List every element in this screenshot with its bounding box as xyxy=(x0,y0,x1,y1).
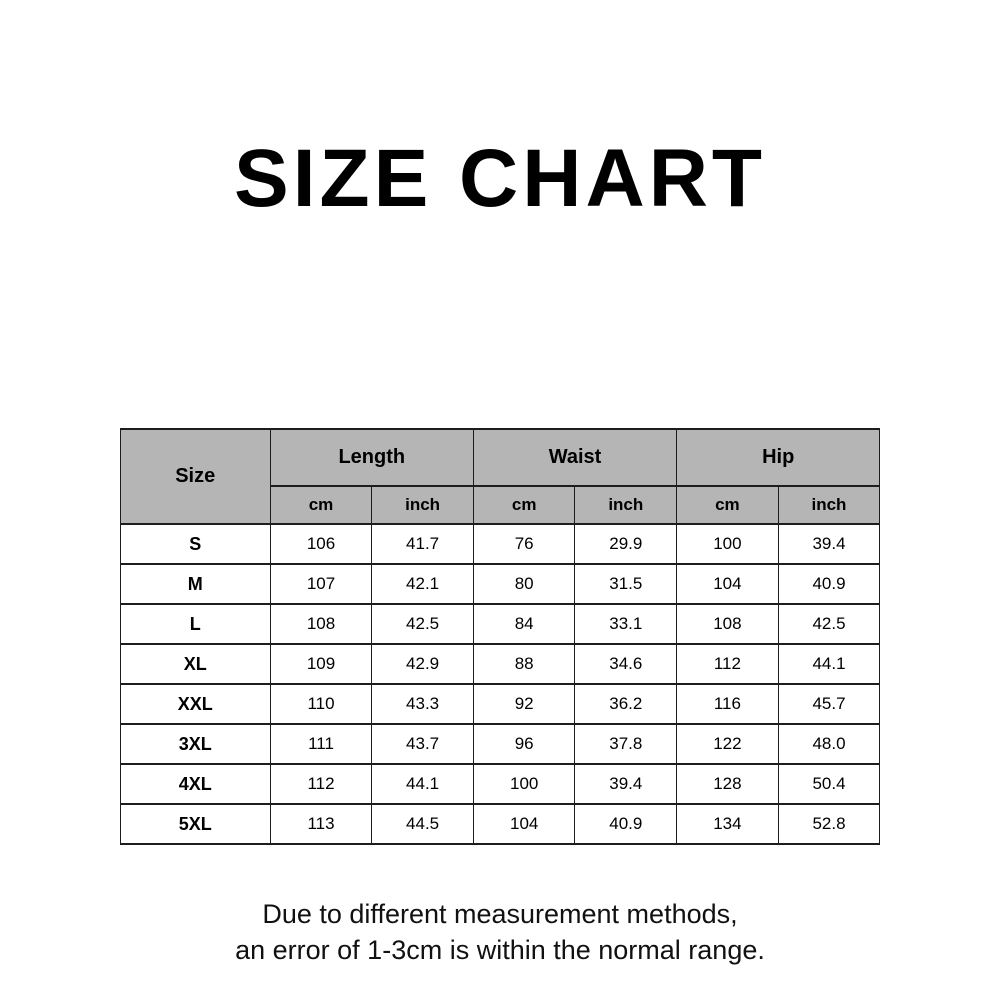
page-title: SIZE CHART xyxy=(234,133,766,224)
measurement-cell: 80 xyxy=(473,564,575,604)
table-row xyxy=(120,564,880,604)
size-label-cell: XL xyxy=(120,644,270,684)
column-header-length: Length xyxy=(270,429,473,486)
measurement-cell: 100 xyxy=(473,764,575,804)
table-row xyxy=(120,604,880,644)
table-row xyxy=(120,684,880,724)
measurement-cell: 44.5 xyxy=(372,804,474,844)
measurement-cell: 45.7 xyxy=(778,684,880,724)
unit-header-hip-cm: cm xyxy=(677,486,779,524)
measurement-cell: 92 xyxy=(473,684,575,724)
table-row xyxy=(120,764,880,804)
measurement-cell: 50.4 xyxy=(778,764,880,804)
measurement-cell: 88 xyxy=(473,644,575,684)
size-label-cell: M xyxy=(120,564,270,604)
measurement-cell: 111 xyxy=(270,724,372,764)
table-row xyxy=(120,524,880,564)
measurement-cell: 100 xyxy=(677,524,779,564)
unit-header-waist-cm: cm xyxy=(473,486,575,524)
measurement-cell: 33.1 xyxy=(575,604,677,644)
measurement-cell: 42.5 xyxy=(372,604,474,644)
measurement-cell: 110 xyxy=(270,684,372,724)
measurement-cell: 42.9 xyxy=(372,644,474,684)
measurement-cell: 84 xyxy=(473,604,575,644)
measurement-cell: 52.8 xyxy=(778,804,880,844)
column-header-waist: Waist xyxy=(473,429,676,486)
measurement-cell: 31.5 xyxy=(575,564,677,604)
measurement-cell: 41.7 xyxy=(372,524,474,564)
measurement-cell: 40.9 xyxy=(778,564,880,604)
measurement-cell: 39.4 xyxy=(778,524,880,564)
measurement-cell: 104 xyxy=(473,804,575,844)
unit-header-length-inch: inch xyxy=(372,486,474,524)
measurement-cell: 36.2 xyxy=(575,684,677,724)
column-header-size: Size xyxy=(120,429,270,524)
unit-header-length-cm: cm xyxy=(270,486,372,524)
size-label-cell: XXL xyxy=(120,684,270,724)
measurement-cell: 96 xyxy=(473,724,575,764)
size-table-header xyxy=(120,429,880,524)
size-table-body xyxy=(120,524,880,844)
measurement-cell: 122 xyxy=(677,724,779,764)
table-row xyxy=(120,644,880,684)
measurement-cell: 37.8 xyxy=(575,724,677,764)
measurement-disclaimer xyxy=(0,897,1000,968)
measurement-cell: 42.1 xyxy=(372,564,474,604)
measurement-cell: 44.1 xyxy=(372,764,474,804)
unit-header-hip-inch: inch xyxy=(778,486,880,524)
measurement-cell: 116 xyxy=(677,684,779,724)
measurement-cell: 29.9 xyxy=(575,524,677,564)
measurement-cell: 40.9 xyxy=(575,804,677,844)
measurement-cell: 113 xyxy=(270,804,372,844)
measurement-cell: 112 xyxy=(270,764,372,804)
size-label-cell: 4XL xyxy=(120,764,270,804)
size-label-cell: S xyxy=(120,524,270,564)
size-label-cell: 3XL xyxy=(120,724,270,764)
table-row xyxy=(120,724,880,764)
measurement-cell: 43.7 xyxy=(372,724,474,764)
measurement-cell: 48.0 xyxy=(778,724,880,764)
size-table xyxy=(120,428,881,845)
measurement-cell: 42.5 xyxy=(778,604,880,644)
measurement-cell: 108 xyxy=(677,604,779,644)
measurement-cell: 43.3 xyxy=(372,684,474,724)
disclaimer-line-2: an error of 1-3cm is within the normal range. xyxy=(235,934,765,965)
measurement-cell: 106 xyxy=(270,524,372,564)
measurement-cell: 109 xyxy=(270,644,372,684)
measurement-cell: 134 xyxy=(677,804,779,844)
measurement-cell: 39.4 xyxy=(575,764,677,804)
table-row xyxy=(120,804,880,844)
measurement-cell: 34.6 xyxy=(575,644,677,684)
table-header-group-row xyxy=(120,429,880,486)
column-header-hip: Hip xyxy=(677,429,880,486)
measurement-cell: 108 xyxy=(270,604,372,644)
disclaimer-line-1: Due to different measurement methods, xyxy=(262,899,738,929)
measurement-cell: 76 xyxy=(473,524,575,564)
size-label-cell: 5XL xyxy=(120,804,270,844)
unit-header-waist-inch: inch xyxy=(575,486,677,524)
measurement-cell: 112 xyxy=(677,644,779,684)
measurement-cell: 104 xyxy=(677,564,779,604)
measurement-cell: 44.1 xyxy=(778,644,880,684)
size-label-cell: L xyxy=(120,604,270,644)
measurement-cell: 128 xyxy=(677,764,779,804)
measurement-cell: 107 xyxy=(270,564,372,604)
